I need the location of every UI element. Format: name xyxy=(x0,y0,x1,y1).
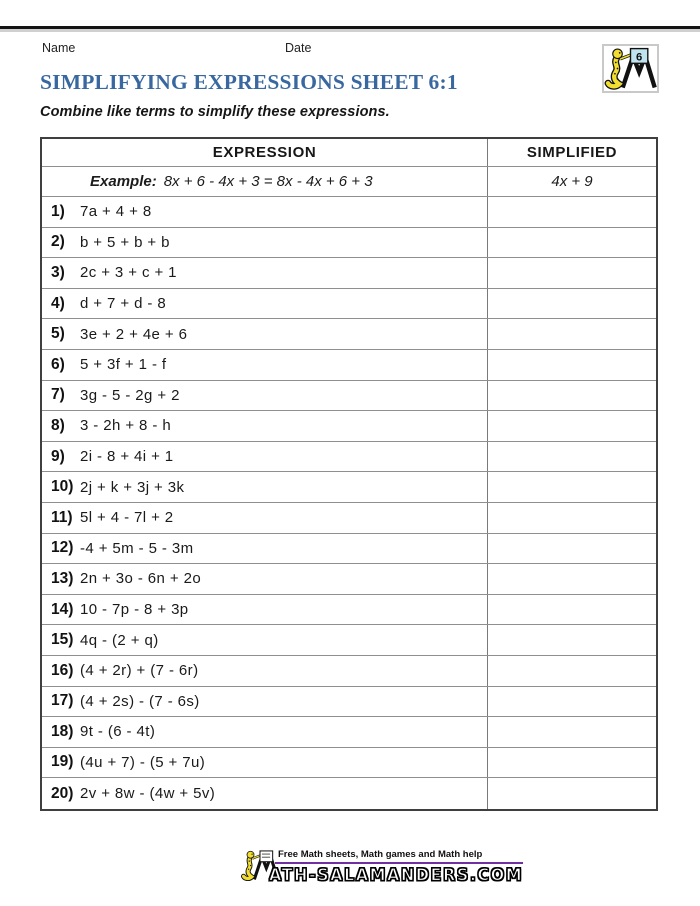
question-expression-cell xyxy=(42,534,488,564)
question-expression: 7a + 4 + 8 xyxy=(80,203,152,221)
table-row xyxy=(42,595,656,626)
question-expression-cell xyxy=(42,625,488,655)
salamander-easel-icon xyxy=(604,46,657,91)
question-expression: 5 + 3f + 1 - f xyxy=(80,356,167,374)
question-expression-cell xyxy=(42,258,488,288)
table-row xyxy=(42,350,656,381)
worksheet-table xyxy=(40,137,658,811)
top-divider xyxy=(0,26,700,29)
table-row xyxy=(42,503,656,534)
date-label: Date xyxy=(285,41,312,55)
example-simplified-value: 4x + 9 xyxy=(551,173,593,190)
question-number: 14) xyxy=(51,600,74,618)
simplified-column-header-cell xyxy=(488,139,656,166)
table-row xyxy=(42,687,656,718)
answer-blank-cell xyxy=(488,564,656,594)
answer-blank-cell xyxy=(488,350,656,380)
question-expression-cell xyxy=(42,564,488,594)
question-number: 11) xyxy=(51,508,73,526)
table-row xyxy=(42,319,656,350)
question-number: 17) xyxy=(51,692,74,710)
question-expression: 4q - (2 + q) xyxy=(80,631,159,649)
question-number: 2) xyxy=(51,233,65,251)
page-subtitle: Combine like terms to simplify these expressions. xyxy=(40,104,390,120)
footer-text-block xyxy=(269,849,524,885)
answer-blank-cell xyxy=(488,656,656,686)
question-expression: b + 5 + b + b xyxy=(80,233,170,251)
question-expression: (4 + 2s) - (7 - 6s) xyxy=(80,692,200,710)
question-expression-cell xyxy=(42,778,488,809)
question-expression-cell xyxy=(42,687,488,717)
question-number: 7) xyxy=(51,386,65,404)
table-row xyxy=(42,258,656,289)
question-expression: 10 - 7p - 8 + 3p xyxy=(80,601,189,619)
answer-blank-cell xyxy=(488,319,656,349)
question-expression-cell xyxy=(42,289,488,319)
table-row xyxy=(42,748,656,779)
question-number: 4) xyxy=(51,294,65,312)
answer-blank-cell xyxy=(488,778,656,809)
question-expression: 3 - 2h + 8 - h xyxy=(80,417,172,435)
question-number: 16) xyxy=(51,661,74,679)
table-row xyxy=(42,472,656,503)
question-expression: 2c + 3 + c + 1 xyxy=(80,264,177,282)
footer xyxy=(0,845,700,897)
answer-blank-cell xyxy=(488,595,656,625)
table-header-row xyxy=(42,139,656,167)
expression-column-header: EXPRESSION xyxy=(212,144,317,161)
question-expression-cell xyxy=(42,656,488,686)
answer-blank-cell xyxy=(488,717,656,747)
footer-logo-group xyxy=(241,845,524,897)
question-expression-cell xyxy=(42,472,488,502)
worksheet-rows xyxy=(42,197,656,809)
answer-blank-cell xyxy=(488,258,656,288)
simplified-column-header: SIMPLIFIED xyxy=(526,144,618,161)
answer-blank-cell xyxy=(488,748,656,778)
question-expression: 9t - (6 - 4t) xyxy=(80,723,156,741)
footer-site-name: ATH-SALAMANDERS.COM xyxy=(269,864,524,885)
answer-blank-cell xyxy=(488,442,656,472)
question-number: 12) xyxy=(51,539,74,557)
table-row xyxy=(42,656,656,687)
name-label: Name xyxy=(42,41,76,55)
table-row xyxy=(42,197,656,228)
question-expression-cell xyxy=(42,411,488,441)
answer-blank-cell xyxy=(488,411,656,441)
page-title: SIMPLIFYING EXPRESSIONS SHEET 6:1 xyxy=(40,70,458,94)
expression-column-header-cell xyxy=(42,139,488,166)
question-expression-cell xyxy=(42,717,488,747)
question-number: 6) xyxy=(51,355,65,373)
question-number: 1) xyxy=(51,202,65,220)
example-label: Example: xyxy=(90,173,157,190)
answer-blank-cell xyxy=(488,687,656,717)
question-number: 13) xyxy=(51,569,74,587)
answer-blank-cell xyxy=(488,228,656,258)
question-expression: 5l + 4 - 7l + 2 xyxy=(80,509,174,527)
table-row xyxy=(42,625,656,656)
question-expression: (4 + 2r) + (7 - 6r) xyxy=(80,662,199,680)
table-row xyxy=(42,564,656,595)
question-number: 10) xyxy=(51,478,74,496)
example-simplified-cell xyxy=(488,167,656,196)
answer-blank-cell xyxy=(488,472,656,502)
question-number: 3) xyxy=(51,263,65,281)
question-number: 19) xyxy=(51,753,74,771)
question-expression-cell xyxy=(42,381,488,411)
logo-badge-number: 6 xyxy=(636,51,643,64)
answer-blank-cell xyxy=(488,503,656,533)
question-expression-cell xyxy=(42,197,488,227)
question-number: 8) xyxy=(51,416,65,434)
table-row xyxy=(42,778,656,809)
question-expression-cell xyxy=(42,442,488,472)
question-expression: 3g - 5 - 2g + 2 xyxy=(80,386,180,404)
footer-tagline: Free Math sheets, Math games and Math help xyxy=(278,849,483,860)
question-expression: 2v + 8w - (4w + 5v) xyxy=(80,785,216,803)
question-expression: -4 + 5m - 5 - 3m xyxy=(80,539,194,557)
question-expression-cell xyxy=(42,319,488,349)
example-expression-cell xyxy=(42,167,488,196)
table-row xyxy=(42,411,656,442)
table-row xyxy=(42,534,656,565)
question-number: 5) xyxy=(51,325,65,343)
question-expression: d + 7 + d - 8 xyxy=(80,295,167,313)
table-row xyxy=(42,442,656,473)
table-row xyxy=(42,289,656,320)
example-row xyxy=(42,167,656,197)
question-expression: 2i - 8 + 4i + 1 xyxy=(80,448,174,466)
answer-blank-cell xyxy=(488,625,656,655)
question-expression-cell xyxy=(42,503,488,533)
question-expression: 2n + 3o - 6n + 2o xyxy=(80,570,202,588)
question-expression: 2j + k + 3j + 3k xyxy=(80,478,185,496)
table-row xyxy=(42,381,656,412)
question-number: 9) xyxy=(51,447,65,465)
answer-blank-cell xyxy=(488,381,656,411)
answer-blank-cell xyxy=(488,197,656,227)
question-expression-cell xyxy=(42,595,488,625)
math-salamanders-logo xyxy=(602,44,659,93)
question-expression-cell xyxy=(42,350,488,380)
question-expression: 3e + 2 + 4e + 6 xyxy=(80,325,188,343)
example-expression: 8x + 6 - 4x + 3 = 8x - 4x + 6 + 3 xyxy=(163,173,373,190)
answer-blank-cell xyxy=(488,289,656,319)
question-number: 20) xyxy=(51,784,74,802)
table-row xyxy=(42,228,656,259)
question-number: 15) xyxy=(51,631,74,649)
question-expression: (4u + 7) - (5 + 7u) xyxy=(80,753,206,771)
answer-blank-cell xyxy=(488,534,656,564)
question-expression-cell xyxy=(42,228,488,258)
question-expression-cell xyxy=(42,748,488,778)
question-number: 18) xyxy=(51,722,74,740)
table-row xyxy=(42,717,656,748)
